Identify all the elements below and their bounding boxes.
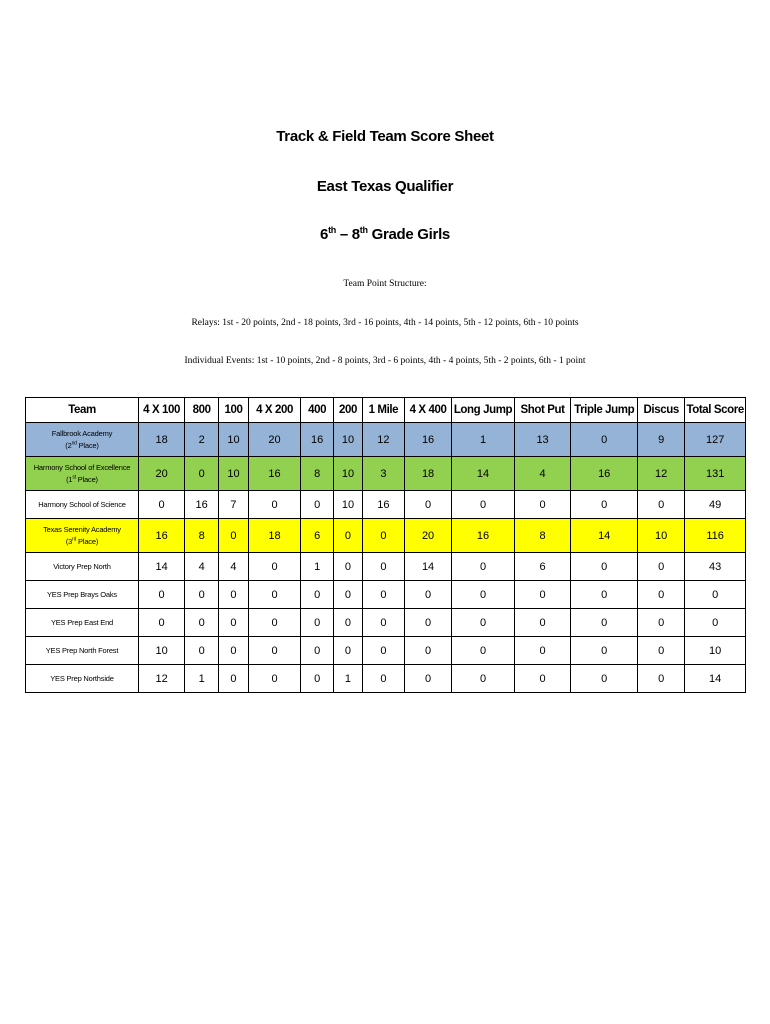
team-name: Harmony School of Science <box>38 499 126 509</box>
score-cell: 18 <box>404 457 451 491</box>
column-header: 400 <box>301 398 334 423</box>
score-cell: 0 <box>301 581 334 609</box>
score-cell: 0 <box>248 637 300 665</box>
relays-points-note: Relays: 1st - 20 points, 2nd - 18 points, 3rd - 16 points, 4th - 14 points, 5th - 12 points, 6th - 10 points <box>191 318 579 328</box>
score-cell: 0 <box>404 581 451 609</box>
team-name-cell <box>26 457 139 491</box>
column-header: Long Jump <box>452 398 515 423</box>
team-place: (2nd Place) <box>65 440 99 450</box>
score-cell: 0 <box>404 491 451 519</box>
score-cell: 0 <box>571 665 638 693</box>
table-row <box>26 553 746 581</box>
score-cell: 0 <box>571 609 638 637</box>
score-cell: 0 <box>638 581 685 609</box>
score-cell: 4 <box>514 457 570 491</box>
score-cell: 20 <box>248 423 300 457</box>
team-score-table <box>25 397 746 693</box>
column-header: 1 Mile <box>362 398 404 423</box>
team-place: (1st Place) <box>66 474 98 484</box>
score-cell: 8 <box>185 519 219 553</box>
score-cell: 7 <box>219 491 249 519</box>
score-cell: 0 <box>404 637 451 665</box>
score-cell: 0 <box>185 609 219 637</box>
table-row <box>26 519 746 553</box>
team-name: Victory Prep North <box>53 561 111 571</box>
score-cell: 16 <box>248 457 300 491</box>
score-cell: 18 <box>248 519 300 553</box>
table-row <box>26 637 746 665</box>
score-cell: 4 <box>185 553 219 581</box>
score-cell: 2 <box>185 423 219 457</box>
grade-heading: 6th – 8th Grade Girls <box>320 225 450 243</box>
score-cell: 0 <box>452 665 515 693</box>
score-cell: 0 <box>248 609 300 637</box>
score-cell: 16 <box>571 457 638 491</box>
score-cell: 12 <box>638 457 685 491</box>
score-cell: 0 <box>514 491 570 519</box>
team-name: YES Prep Northside <box>50 673 114 683</box>
total-score-cell: 10 <box>685 637 746 665</box>
team-name-cell <box>26 665 139 693</box>
score-cell: 0 <box>514 665 570 693</box>
score-cell: 16 <box>362 491 404 519</box>
total-score-cell: 0 <box>685 581 746 609</box>
column-header: Team <box>26 398 139 423</box>
score-cell: 14 <box>452 457 515 491</box>
score-cell: 0 <box>138 609 184 637</box>
team-name: Fallbrook Academy <box>51 428 113 438</box>
team-name-cell <box>26 581 139 609</box>
total-score-cell: 14 <box>685 665 746 693</box>
total-score-cell: 116 <box>685 519 746 553</box>
score-cell: 0 <box>362 553 404 581</box>
score-cell: 1 <box>185 665 219 693</box>
score-cell: 6 <box>514 553 570 581</box>
team-name-cell <box>26 637 139 665</box>
column-header: Discus <box>638 398 685 423</box>
score-cell: 13 <box>514 423 570 457</box>
total-score-cell: 127 <box>685 423 746 457</box>
table-row <box>26 665 746 693</box>
score-cell: 0 <box>219 609 249 637</box>
table-row <box>26 581 746 609</box>
team-name-cell <box>26 519 139 553</box>
score-cell: 14 <box>138 553 184 581</box>
score-cell: 18 <box>138 423 184 457</box>
team-name: Harmony School of Excellence <box>33 462 131 472</box>
sheet-title: Track & Field Team Score Sheet <box>276 128 494 145</box>
score-cell: 4 <box>219 553 249 581</box>
score-cell: 0 <box>514 581 570 609</box>
team-name-cell <box>26 491 139 519</box>
score-cell: 12 <box>362 423 404 457</box>
score-cell: 0 <box>638 553 685 581</box>
team-name-cell <box>26 423 139 457</box>
score-cell: 0 <box>452 637 515 665</box>
score-cell: 0 <box>219 637 249 665</box>
score-cell: 9 <box>638 423 685 457</box>
score-cell: 10 <box>138 637 184 665</box>
individual-points-note: Individual Events: 1st - 10 points, 2nd - 8 points, 3rd - 6 points, 4th - 4 points, 5th - 2 points, 6th - 1 point <box>184 356 586 366</box>
score-cell: 0 <box>362 609 404 637</box>
score-cell: 20 <box>138 457 184 491</box>
score-cell: 0 <box>301 637 334 665</box>
total-score-cell: 49 <box>685 491 746 519</box>
score-cell: 0 <box>571 491 638 519</box>
score-cell: 0 <box>185 457 219 491</box>
table-row <box>26 457 746 491</box>
score-cell: 0 <box>301 491 334 519</box>
team-place: (3rd Place) <box>65 536 99 546</box>
score-cell: 0 <box>334 637 363 665</box>
team-name-cell <box>26 553 139 581</box>
table-row <box>26 423 746 457</box>
column-header: 4 X 100 <box>138 398 184 423</box>
score-cell: 0 <box>138 491 184 519</box>
column-header: 4 X 400 <box>404 398 451 423</box>
score-cell: 0 <box>219 519 249 553</box>
score-cell: 0 <box>248 553 300 581</box>
score-cell: 16 <box>404 423 451 457</box>
score-cell: 0 <box>185 581 219 609</box>
score-cell: 14 <box>571 519 638 553</box>
score-cell: 6 <box>301 519 334 553</box>
score-cell: 0 <box>362 637 404 665</box>
team-name: YES Prep North Forest <box>45 645 119 655</box>
score-cell: 0 <box>571 423 638 457</box>
score-cell: 1 <box>334 665 363 693</box>
score-cell: 16 <box>185 491 219 519</box>
column-header: Triple Jump <box>571 398 638 423</box>
score-cell: 3 <box>362 457 404 491</box>
score-cell: 0 <box>362 581 404 609</box>
total-score-cell: 43 <box>685 553 746 581</box>
score-cell: 10 <box>334 491 363 519</box>
table-row <box>26 609 746 637</box>
score-cell: 10 <box>334 423 363 457</box>
sheet-subtitle: East Texas Qualifier <box>316 178 454 195</box>
score-cell: 20 <box>404 519 451 553</box>
score-cell: 0 <box>301 665 334 693</box>
score-cell: 0 <box>248 581 300 609</box>
score-cell: 0 <box>248 665 300 693</box>
score-cell: 0 <box>334 581 363 609</box>
score-cell: 10 <box>334 457 363 491</box>
score-cell: 10 <box>638 519 685 553</box>
column-header: 100 <box>219 398 249 423</box>
score-cell: 0 <box>248 491 300 519</box>
team-name: YES Prep East End <box>50 617 114 627</box>
score-cell: 16 <box>452 519 515 553</box>
point-structure-heading: Team Point Structure: <box>343 279 427 289</box>
column-header: 200 <box>334 398 363 423</box>
column-header: Shot Put <box>514 398 570 423</box>
score-cell: 0 <box>571 581 638 609</box>
score-cell: 0 <box>638 637 685 665</box>
score-cell: 0 <box>571 553 638 581</box>
score-cell: 0 <box>219 665 249 693</box>
score-cell: 0 <box>571 637 638 665</box>
score-cell: 0 <box>219 581 249 609</box>
total-score-cell: 0 <box>685 609 746 637</box>
score-cell: 0 <box>452 553 515 581</box>
score-cell: 0 <box>638 665 685 693</box>
column-header: Total Score <box>685 398 746 423</box>
score-cell: 0 <box>404 665 451 693</box>
score-cell: 0 <box>185 637 219 665</box>
score-cell: 8 <box>514 519 570 553</box>
score-cell: 0 <box>362 665 404 693</box>
score-cell: 0 <box>452 491 515 519</box>
team-name: Texas Serenity Academy <box>43 524 121 534</box>
total-score-cell: 131 <box>685 457 746 491</box>
column-header: 800 <box>185 398 219 423</box>
score-cell: 0 <box>334 609 363 637</box>
score-cell: 0 <box>404 609 451 637</box>
score-cell: 10 <box>219 423 249 457</box>
score-cell: 0 <box>638 491 685 519</box>
score-cell: 12 <box>138 665 184 693</box>
team-name-cell <box>26 609 139 637</box>
score-cell: 0 <box>334 519 363 553</box>
score-cell: 0 <box>362 519 404 553</box>
team-name: YES Prep Brays Oaks <box>46 589 117 599</box>
score-cell: 8 <box>301 457 334 491</box>
score-cell: 0 <box>638 609 685 637</box>
score-cell: 16 <box>301 423 334 457</box>
score-cell: 0 <box>514 637 570 665</box>
score-cell: 16 <box>138 519 184 553</box>
table-row <box>26 491 746 519</box>
score-cell: 0 <box>514 609 570 637</box>
score-cell: 1 <box>301 553 334 581</box>
score-cell: 10 <box>219 457 249 491</box>
score-cell: 0 <box>138 581 184 609</box>
column-header: 4 X 200 <box>248 398 300 423</box>
score-cell: 0 <box>452 581 515 609</box>
score-cell: 1 <box>452 423 515 457</box>
score-cell: 14 <box>404 553 451 581</box>
score-cell: 0 <box>334 553 363 581</box>
score-cell: 0 <box>301 609 334 637</box>
score-cell: 0 <box>452 609 515 637</box>
table-header-row <box>26 398 746 423</box>
